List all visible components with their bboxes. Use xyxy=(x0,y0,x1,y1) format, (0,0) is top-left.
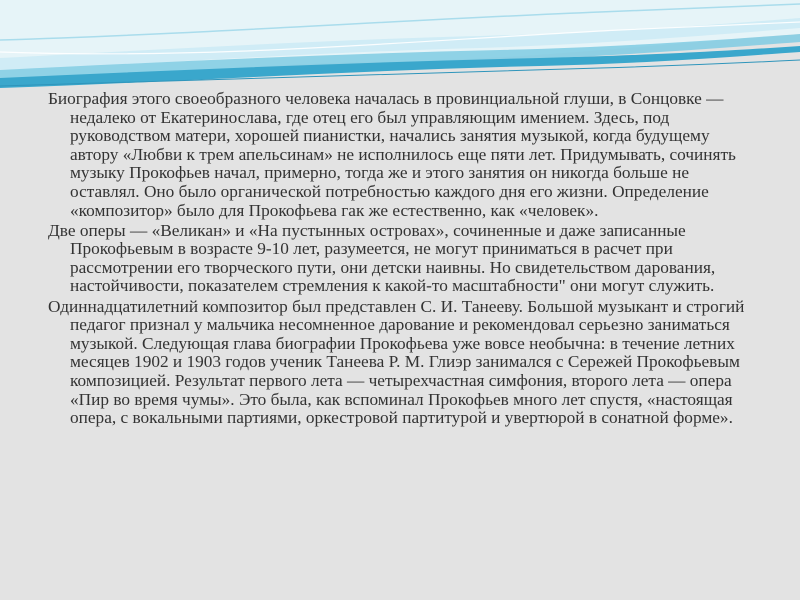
paragraph-biography-start: Биография этого своеобразного человека началась в провинциальной глуши, в Сонцовке — недалеко от Екатеринослава, где отец его был управляющим имением. Здесь, под руководством матери, хорошей пианистки, начались занятия музыкой, когда будущему автору «Любви к трем апельсинам» не исполнилось еще пяти лет. Придумывать, сочинять музыку Прокофьев начал, примерно, тогда же и этого занятия он никогда больше не оставлял. Оно было органической потребностью каждого дня его жизни. Определение «композитор» было для Прокофьева гак же естественно, как «человек». xyxy=(48,89,736,220)
text-body xyxy=(48,90,760,429)
decorative-wave-banner xyxy=(0,0,800,92)
paragraph-early-operas: Две оперы — «Великан» и «На пустынных островах», сочиненные и даже записанные Прокофьевым в возрасте 9-10 лет, разумеется, не могут приниматься в расчет при рассмотрении его творческого пути, они детски наивны. Но свидетельством дарования, настойчивости, показателем стремления к какой-то масштабности" они могут служить. xyxy=(48,220,716,296)
paragraph-taneyev-gliere: Одиннадцатилетний композитор был представлен С. И. Танееву. Большой музыкант и строгий педагог признал у мальчика несомненное дарование и рекомендовал серьезно заниматься музыкой. Следующая глава биографии Прокофьева уже вовсе необычна: в течение летних месяцев 1902 и 1903 годов ученик Танеева Р. М. Глиэр занимался с Сережей Прокофьевым композицией. Результат первого лета — четырехчастная симфония, второго лета — опера «Пир во время чумы». Это была, как вспоминал Прокофьев много лет спустя, «настоящая опера, с вокальными партиями, оркестровой партитурой и увертюрой в сонатной форме». xyxy=(48,296,745,428)
